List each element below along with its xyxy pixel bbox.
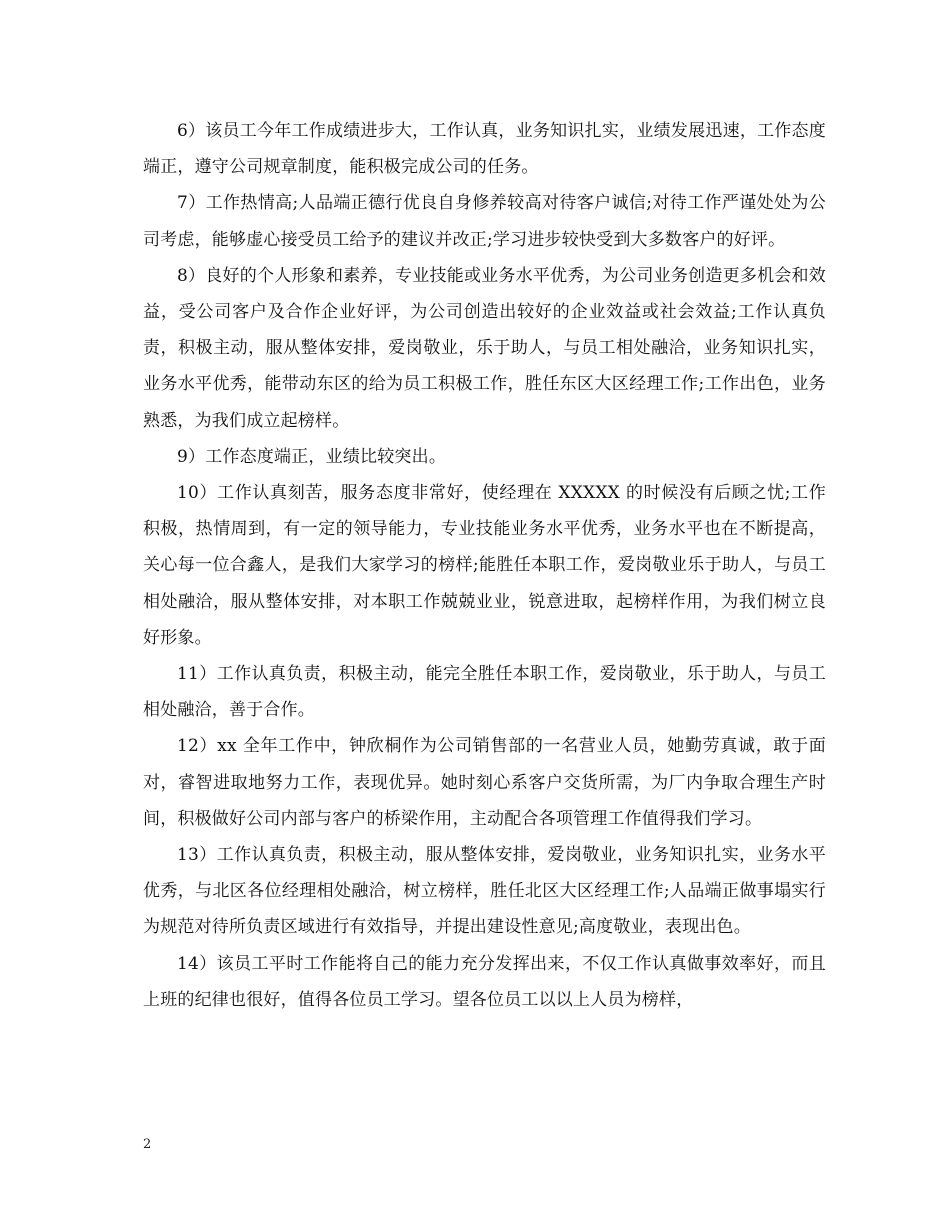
paragraph-9: 9）工作态度端正，业绩比较突出。 — [177, 446, 447, 467]
paragraph-6: 6）该员工今年工作成绩进步大，工作认真，业务知识扎实，业绩发展迅速，工作态度端正，遵守公司规章制度，能积极完成公司的任务。 — [143, 121, 826, 178]
page-number: 2 — [143, 1137, 152, 1152]
paragraph-10: 10）工作认真刻苦，服务态度非常好，使经理在 XXXXX 的时候没有后顾之忧;工作积极，热情周到，有一定的领导能力，专业技能业务水平优秀，业务水平也在不断提高，关心每一位合鑫人，是我们大家学习的榜样;能胜任本职工作，爱岗敬业乐于助人，与员工相处融洽，服从整体安排，对本职工作兢兢业业，锐意进取，起榜样作用，为我们树立良好形象。 — [143, 483, 826, 648]
document-body — [143, 113, 826, 1018]
paragraph-11: 11）工作认真负责，积极主动，能完全胜任本职工作，爱岗敬业，乐于助人，与员工相处融洽，善于合作。 — [143, 664, 826, 721]
paragraph-7: 7）工作热情高;人品端正德行优良自身修养较高对待客户诚信;对待工作严谨处处为公司考虑，能够虚心接受员工给予的建议并改正;学习进步较快受到大多数客户的好评。 — [143, 193, 826, 250]
paragraph-13: 13）工作认真负责，积极主动，服从整体安排，爱岗敬业，业务知识扎实，业务水平优秀，与北区各位经理相处融洽，树立榜样，胜任北区大区经理工作;人品端正做事塌实行为规范对待所负责区域进行有效指导，并提出建设性意见;高度敬业，表现出色。 — [143, 845, 826, 938]
paragraph-14: 14）该员工平时工作能将自己的能力充分发挥出来，不仅工作认真做事效率好，而且上班的纪律也很好，值得各位员工学习。望各位员工以以上人员为榜样， — [143, 953, 826, 1010]
paragraph-8: 8）良好的个人形象和素养，专业技能或业务水平优秀，为公司业务创造更多机会和效益，受公司客户及合作企业好评，为公司创造出较好的企业效益或社会效益;工作认真负责，积极主动，服从整体安排，爱岗敬业，乐于助人，与员工相处融洽，业务知识扎实，业务水平优秀，能带动东区的给为员工积极工作，胜任东区大区经理工作;工作出色，业务熟悉，为我们成立起榜样。 — [143, 265, 826, 431]
paragraph-12: 12）xx 全年工作中，钟欣桐作为公司销售部的一名营业人员，她勤劳真诚，敢于面对，睿智进取地努力工作，表现优异。她时刻心系客户交货所需，为厂内争取合理生产时间，积极做好公司内部与客户的桥梁作用，主动配合各项管理工作值得我们学习。 — [143, 736, 826, 829]
